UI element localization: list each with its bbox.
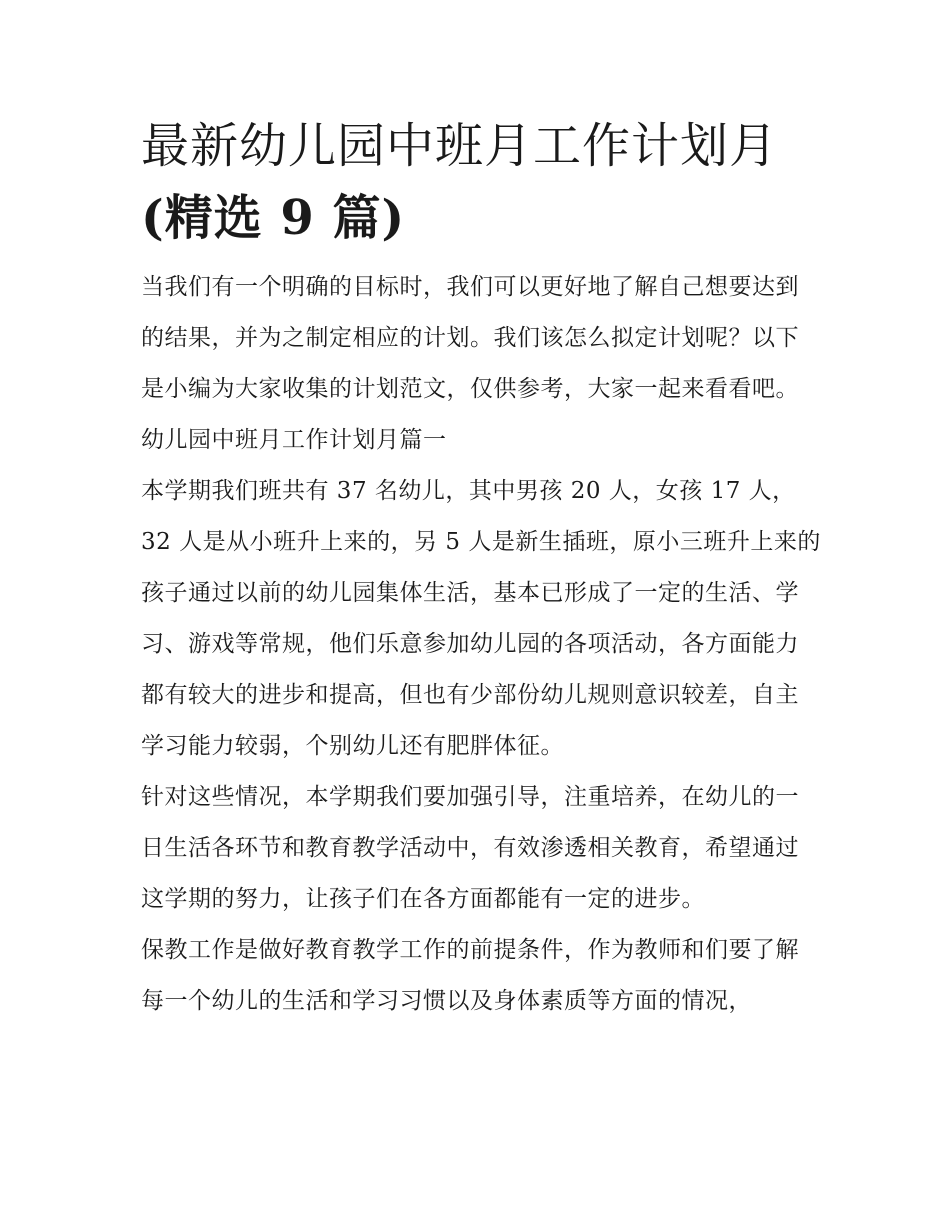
document-page (141, 110, 821, 1027)
section-heading: 幼儿园中班月工作计划月篇一 (141, 427, 447, 453)
body-paragraph-2: 针对这些情况，本学期我们要加强引导，注重培养，在幼儿的一日生活各环节和教育教学活动中，有效渗透相关教育，希望通过这学期的努力，让孩子们在各方面都能有一定的进步。 (141, 784, 799, 912)
body-paragraph-3: 保教工作是做好教育教学工作的前提条件，作为教师和们要了解每一个幼儿的生活和学习习惯以及身体素质等方面的情况， (141, 937, 799, 1014)
document-title (141, 110, 821, 254)
intro-paragraph: 当我们有一个明确的目标时，我们可以更好地了解自己想要达到的结果，并为之制定相应的计划。我们该怎么拟定计划呢？以下是小编为大家收集的计划范文，仅供参考，大家一起来看看吧。 (141, 274, 799, 402)
title-line-2: (精选 9 篇) (141, 190, 406, 246)
title-line-1: 最新幼儿园中班月工作计划月 (141, 118, 779, 174)
body-paragraph-1: 本学期我们班共有 37 名幼儿，其中男孩 20 人，女孩 17 人，32 人是从小班升上来的，另 5 人是新生插班，原小三班升上来的孩子通过以前的幼儿园集体生活，基本已形成了一定的生活、学习、游戏等常规，他们乐意参加幼儿园的各项活动，各方面能力都有较大的进步和提高，但也有少部份幼儿规则意识较差，自主学习能力较弱，个别幼儿还有肥胖体征。 (141, 478, 821, 759)
